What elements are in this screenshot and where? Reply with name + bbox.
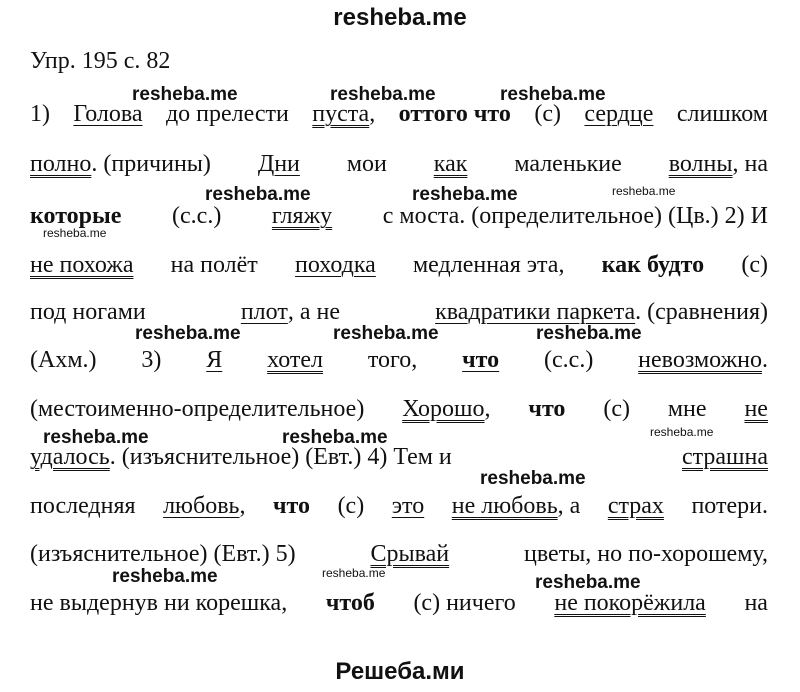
watermark: resheba.me <box>135 323 241 344</box>
text-line-7 <box>30 395 768 423</box>
word: на <box>744 590 768 616</box>
predicate-word: удалось <box>30 444 110 470</box>
subject-word: плот <box>240 299 288 325</box>
conjunction: чтоб <box>325 590 375 616</box>
predicate-word: пуста <box>312 101 370 127</box>
watermark: resheba.me <box>112 566 218 587</box>
text-line-5 <box>30 298 768 326</box>
watermark: resheba.me <box>205 184 311 205</box>
word: на полёт <box>170 252 258 278</box>
punct: , <box>239 493 246 519</box>
conjunction: оттого что <box>398 101 511 127</box>
word: (местоименно-определительное) <box>30 396 365 422</box>
predicate-word: хотел <box>267 347 323 373</box>
watermark: resheba.me <box>43 226 107 240</box>
word: до прелести <box>165 101 289 127</box>
site-header: resheba.me <box>333 4 467 31</box>
predicate-word: гляжу <box>271 203 333 229</box>
watermark: resheba.me <box>330 84 436 105</box>
word: 1) <box>30 101 50 127</box>
exercise-title: Упр. 195 с. 82 <box>30 48 171 74</box>
predicate-word: не покорёжила <box>554 590 706 616</box>
subject-word: квадратики паркета <box>435 299 636 325</box>
word: под ногами <box>30 299 146 325</box>
mark: (с) <box>603 396 630 422</box>
subject-word: Я <box>206 347 223 373</box>
text-line-11 <box>30 589 768 617</box>
conjunction: как будто <box>601 252 705 278</box>
punct: . <box>762 347 768 373</box>
predicate-word: не похожа <box>30 252 134 278</box>
site-footer: Решеба.ми <box>335 658 465 685</box>
subject-word: это <box>391 493 425 519</box>
word: мои <box>346 151 387 177</box>
word: маленькие <box>514 151 622 177</box>
watermark: resheba.me <box>333 323 439 344</box>
watermark: resheba.me <box>612 184 676 198</box>
predicate-word: не любовь <box>451 493 558 519</box>
predicate-word: не <box>744 396 768 422</box>
word: 3) <box>141 347 162 373</box>
word: потери. <box>691 493 768 519</box>
word: (с) ничего <box>413 590 516 616</box>
watermark: resheba.me <box>535 572 641 593</box>
watermark: resheba.me <box>322 566 386 580</box>
watermark: resheba.me <box>480 468 586 489</box>
word: цветы, но по-хорошему, <box>524 541 768 567</box>
predicate-word: страх <box>607 493 664 519</box>
text-line-6 <box>30 346 768 374</box>
mark: (с.с.) <box>544 347 594 373</box>
mark: (с) <box>337 493 365 519</box>
word: того, <box>367 347 418 373</box>
predicate-word: как <box>433 151 468 177</box>
text-line-9 <box>30 492 768 520</box>
word: не выдернув ни корешка, <box>30 590 288 616</box>
word: слишком <box>676 101 768 127</box>
mark: (с.с.) <box>172 203 222 229</box>
word: с моста. (определительное) (Цв.) 2) И <box>382 203 768 229</box>
subject-word: любовь <box>163 493 240 519</box>
text-line-3 <box>30 202 768 230</box>
word: , а <box>557 493 581 519</box>
predicate-word: страшна <box>681 444 768 470</box>
word: . (причины) <box>91 151 211 177</box>
predicate-word: Срывай <box>370 541 450 567</box>
watermark: resheba.me <box>500 84 606 105</box>
word: , на <box>732 151 768 177</box>
predicate-word: Хорошо <box>402 396 485 422</box>
word: . (изъяснительное) (Евт.) 4) Тем и <box>109 444 452 470</box>
mark: (с) <box>534 101 561 127</box>
punct: , <box>484 396 491 422</box>
text-line-2 <box>30 150 768 178</box>
watermark: resheba.me <box>132 84 238 105</box>
subject-word: походка <box>294 252 376 278</box>
word: последняя <box>30 493 136 519</box>
watermark: resheba.me <box>650 425 714 439</box>
predicate-word: невозможно <box>638 347 762 373</box>
text-line-4 <box>30 251 768 279</box>
mark: (с) <box>741 252 768 278</box>
word: (изъяснительное) (Евт.) 5) <box>30 541 296 567</box>
word: . (сравнения) <box>635 299 768 325</box>
word: медленная эта, <box>412 252 565 278</box>
subject-word: Голова <box>73 101 143 127</box>
word: (Ахм.) <box>30 347 97 373</box>
conjunction: которые <box>30 203 122 229</box>
word: мне <box>667 396 707 422</box>
text-line-10 <box>30 540 768 568</box>
watermark: resheba.me <box>412 184 518 205</box>
watermark: resheba.me <box>536 323 642 344</box>
predicate-word: волны <box>668 151 733 177</box>
watermark: resheba.me <box>282 427 388 448</box>
subject-word: Дни <box>257 151 300 177</box>
word: , а не <box>287 299 340 325</box>
watermark: resheba.me <box>43 427 149 448</box>
subject-word: сердце <box>584 101 654 127</box>
conjunction: что <box>528 396 566 422</box>
predicate-word: полно <box>30 151 92 177</box>
conjunction: что <box>273 493 311 519</box>
conjunction: что <box>462 347 500 373</box>
punct: , <box>369 101 376 127</box>
